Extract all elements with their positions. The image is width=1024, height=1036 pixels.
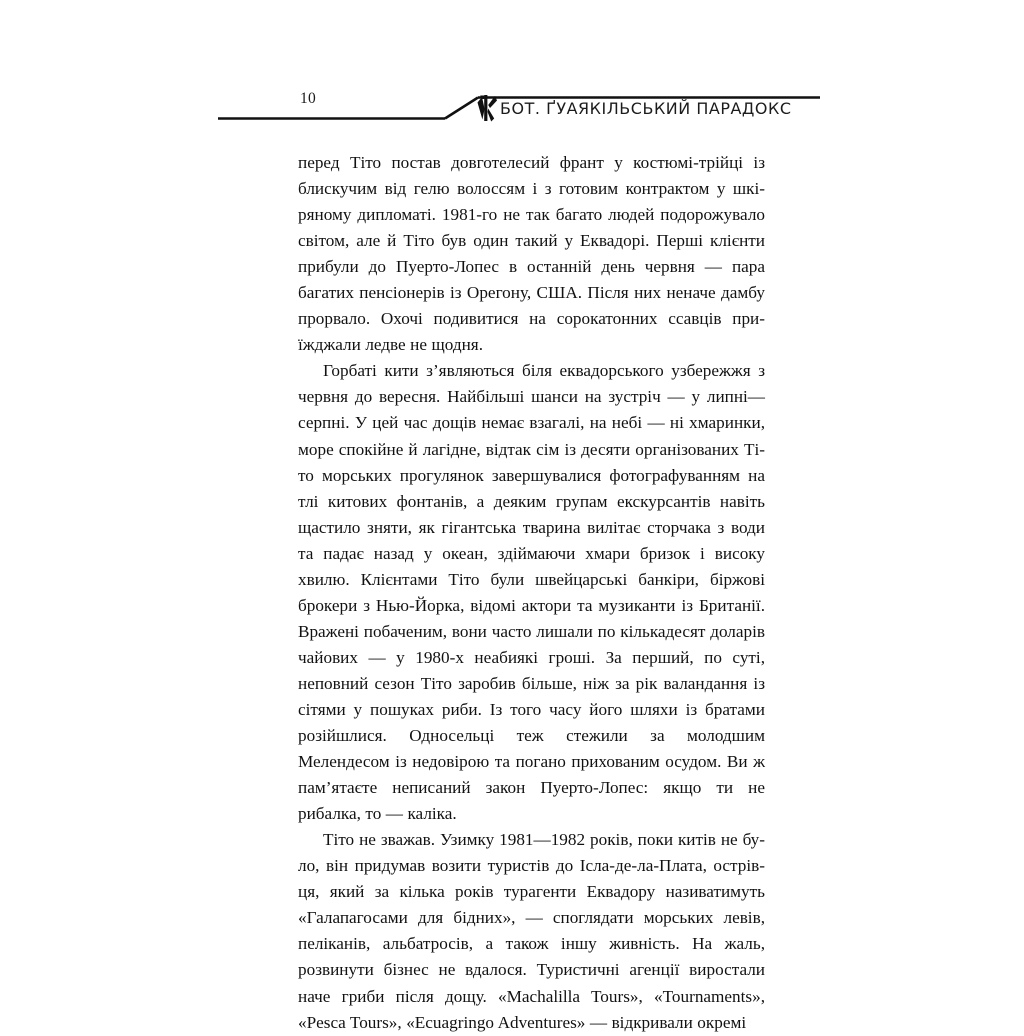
running-title: БОТ. ҐУАЯКІЛЬСЬКИЙ ПАРАДОКС — [500, 99, 792, 118]
running-header — [0, 0, 1024, 140]
paragraph: Тіто не зважав. Узимку 1981—1982 років, поки китів не було, він придумав возити туристів до Ісла-де-ла-Плата, острівця, який за кілька років турагенти Еквадору називатимуть «Галапагосами для бідних», — споглядати морських левів, пеліканів, альбатросів, а також іншу живність. На жаль, розвинути бізнес не вдалося. Туристичні агенції виростали наче гриби після дощу. «Machalilla Tours», «Tournaments», «Pesca Tours», «Ecuagringo Adventures» — відкривали окремі — [298, 830, 765, 1032]
paragraph: Горбаті кити з’являються біля еквадорського узбережжя з червня до вересня. Найбільші шанси на зустріч — у липні—серпні. У цей час дощів немає взагалі, на небі — ні хмаринки, море спокійне й лагідне, відтак сім із десяти організованих Тіто морських прогулянок завершувалися фотографуванням на тлі китових фонтанів, а деяким групам екскурсантів навіть щастило зняти, як гігантська тварина вилітає сторчака з води та падає назад у океан, здіймаючи хмари бризок і високу хвилю. Клієнтами Тіто були швейцарські банкіри, біржові брокери з Нью-Йорка, відомі актори та музиканти із Британії. Вражені побаченим, вони часто лишали по кількадесят доларів чайових — у 1980-х неабиякі гроші. За перший, по суті, неповний сезон Тіто заробив більше, ніж за рік валандання із сітями у пошуках риби. Із того часу його шляхи із братами розійшлися. Односельці теж стежили за молодшим Мелендесом із недовірою та погано прихованим осудом. Ви ж пам’ятаєте неписаний закон Пуерто-Лопес: якщо ти не рибалка, то — каліка. — [298, 361, 765, 824]
paragraph: перед Тіто постав довготелесий франт у костюмі-трійці із блискучим від гелю волоссям і з готовим контрактом у шкіряному дипломаті. 1981-го не так багато людей подорожувало світом, але й Тіто був один такий у Еквадорі. Перші клієнти прибули до Пуерто-Лопес в останній день червня — пара багатих пенсіонерів із Орегону, США. Після них неначе дамбу прорвало. Охочі подивитися на сорокатонних ссавців приїжджали ледве не щодня. — [298, 153, 765, 355]
page-number: 10 — [299, 90, 317, 107]
body-text-block — [298, 150, 765, 1036]
angular-zh-monogram-icon — [476, 93, 498, 123]
